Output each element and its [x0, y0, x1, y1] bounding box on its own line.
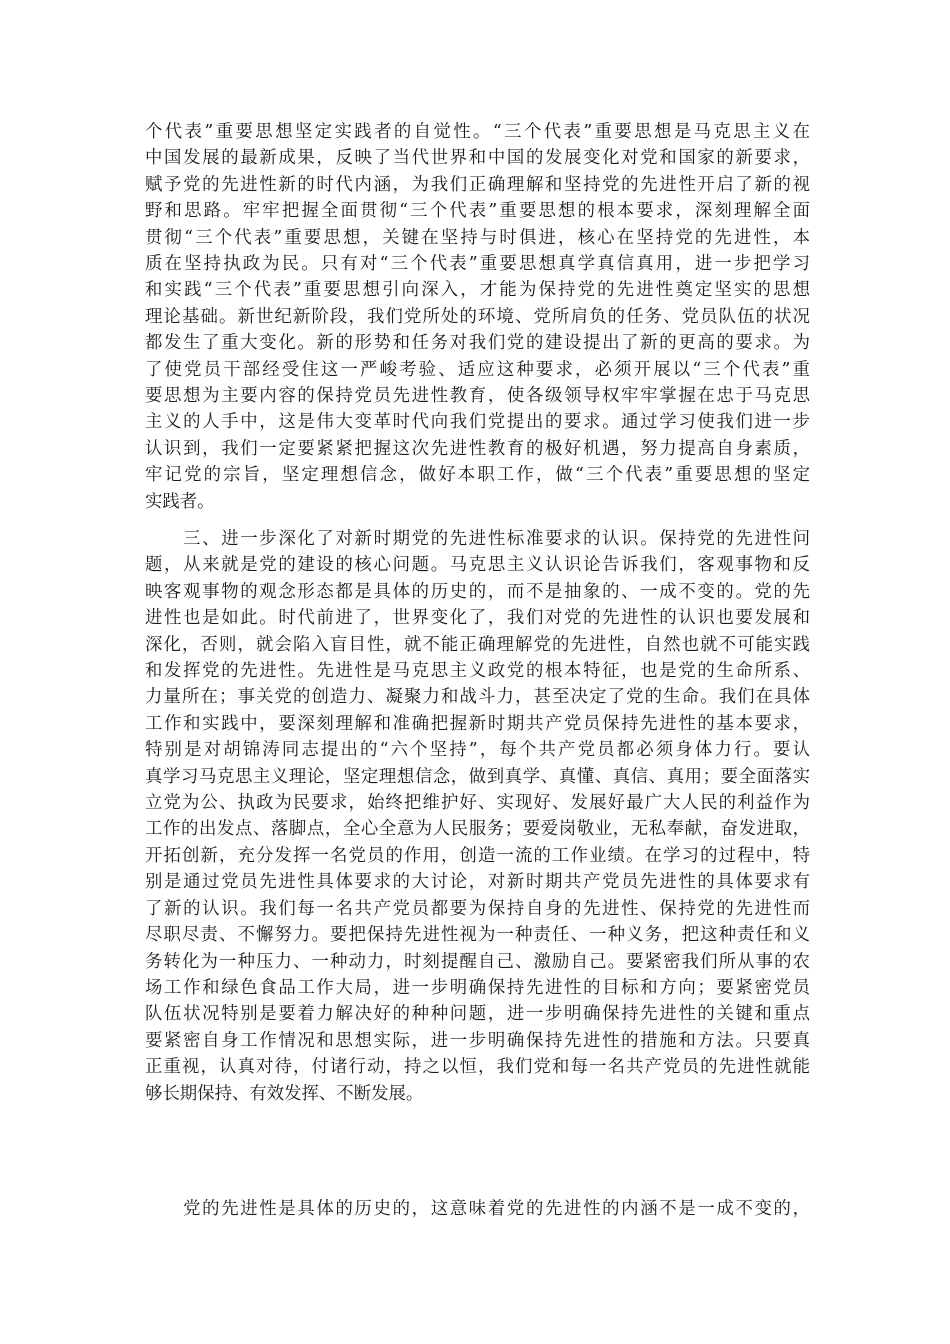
- text-line: 党的先进性是具体的历史的，这意味着党的先进性的内涵不是一成不变的，: [145, 1199, 810, 1219]
- text-line: 力量所在；事关党的创造力、凝聚力和战斗力，甚至决定了党的生命。我们在具体: [145, 687, 810, 708]
- text-line: 队伍状况特别是要着力解决好的种种问题，进一步明确保持先进性的关键和重点: [145, 1004, 810, 1025]
- text-line: 实践者。: [145, 491, 215, 512]
- text-line: 场工作和绿色食品工作大局，进一步明确保持先进性的目标和方向；要紧密党员: [145, 977, 810, 998]
- text-line: 别是通过党员先进性具体要求的大讨论，对新时期共产党员先进性的具体要求有: [145, 872, 810, 893]
- text-line: 立党为公、执政为民要求，始终把维护好、实现好、发展好最广大人民的利益作为: [145, 793, 810, 814]
- text-line: 特别是对胡锦涛同志提出的“六个坚持”，每个共产党员都必须身体力行。要认: [145, 740, 810, 761]
- text-line: 了新的认识。我们每一名共产党员都要为保持自身的先进性、保持党的先进性而: [145, 898, 810, 919]
- text-line: 工作的出发点、落脚点，全心全意为人民服务；要爱岗敬业，无私奉献，奋发进取，: [145, 819, 810, 840]
- text-line: 题，从来就是党的建设的核心问题。马克思主义认识论告诉我们，客观事物和反: [145, 555, 810, 576]
- text-line: 和实践“三个代表”重要思想引向深入，才能为保持党的先进性奠定坚实的思想: [145, 280, 810, 301]
- text-line: 个代表”重要思想坚定实践者的自觉性。“三个代表”重要思想是马克思主义在: [145, 122, 810, 142]
- text-line: 务转化为一种压力、一种动力，时刻提醒自己、激励自己。要紧密我们所从事的农: [145, 951, 810, 972]
- text-line: 要思想为主要内容的保持党员先进性教育，使各级领导权牢牢掌握在忠于马克思: [145, 386, 810, 407]
- text-line: 牢记党的宗旨，坚定理想信念，做好本职工作，做“三个代表”重要思想的坚定: [145, 465, 810, 486]
- text-line: 中国发展的最新成果，反映了当代世界和中国的发展变化对党和国家的新要求，: [145, 148, 810, 169]
- text-line: 进性也是如此。时代前进了，世界变化了，我们对党的先进性的认识也要发展和: [145, 608, 810, 629]
- paragraph-3: [145, 1196, 810, 1222]
- text-line: 都发生了重大变化。新的形势和任务对我们党的建设提出了新的更高的要求。为: [145, 333, 810, 354]
- text-line: 野和思路。牢牢把握全面贯彻“三个代表”重要思想的根本要求，深刻理解全面: [145, 201, 810, 222]
- text-line: 尽职尽责、不懈努力。要把保持先进性视为一种责任、一种义务，把这种责任和义: [145, 925, 810, 946]
- text-line: 了使党员干部经受住这一严峻考验、适应这种要求，必须开展以“三个代表”重: [145, 359, 810, 380]
- paragraph-2: [145, 526, 810, 1107]
- text-line: 映客观事物的观念形态都是具体的历史的，而不是抽象的、一成不变的。党的先: [145, 581, 810, 602]
- text-line: 真学习马克思主义理论，坚定理想信念，做到真学、真懂、真信、真用；要全面落实: [145, 766, 810, 787]
- text-line: 和发挥党的先进性。先进性是马克思主义政党的根本特征，也是党的生命所系、: [145, 661, 810, 682]
- text-line: 贯彻“三个代表”重要思想，关键在坚持与时俱进，核心在坚持党的先进性，本: [145, 227, 810, 248]
- text-line: 质在坚持执政为民。只有对“三个代表”重要思想真学真信真用，进一步把学习: [145, 254, 810, 275]
- text-line: 主义的人手中，这是伟大变革时代向我们党提出的要求。通过学习使我们进一步: [145, 412, 810, 433]
- text-line: 要紧密自身工作情况和思想实际，进一步明确保持先进性的措施和方法。只要真: [145, 1030, 810, 1051]
- text-line: 认识到，我们一定要紧紧把握这次先进性教育的极好机遇，努力提高自身素质，: [145, 438, 810, 459]
- text-line: 三、进一步深化了对新时期党的先进性标准要求的认识。保持党的先进性问: [145, 529, 810, 549]
- text-line: 深化，否则，就会陷入盲目性，就不能正确理解党的先进性，自然也就不可能实践: [145, 634, 810, 655]
- text-line: 正重视，认真对待，付诸行动，持之以恒，我们党和每一名共产党员的先进性就能: [145, 1057, 810, 1078]
- text-line: 理论基础。新世纪新阶段，我们党所处的环境、党所肩负的任务、党员队伍的状况: [145, 306, 810, 327]
- text-line: 开拓创新，充分发挥一名党员的作用，创造一流的工作业绩。在学习的过程中，特: [145, 845, 810, 866]
- text-line: 赋予党的先进性新的时代内涵，为我们正确理解和坚持党的先进性开启了新的视: [145, 174, 810, 195]
- text-line: 工作和实践中，要深刻理解和准确把握新时期共产党员保持先进性的基本要求，: [145, 713, 810, 734]
- text-line: 够长期保持、有效发挥、不断发展。: [145, 1083, 424, 1104]
- paragraph-1: [145, 119, 810, 515]
